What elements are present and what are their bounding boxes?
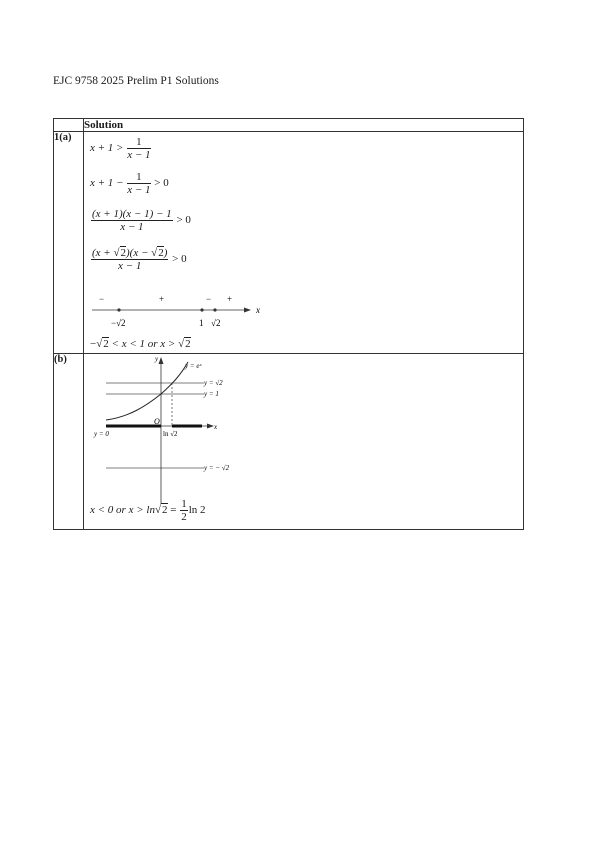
step-4-fraction xyxy=(91,247,168,272)
answer-1b-part-2: = xyxy=(167,504,180,517)
solution-header: Solution xyxy=(84,119,524,132)
step-3 xyxy=(90,208,191,233)
number-line-arrow xyxy=(244,308,251,313)
sign-4: + xyxy=(227,294,233,304)
label-y-neg-root2: y = − √2 xyxy=(204,464,230,472)
step-2-fraction xyxy=(127,171,150,196)
step-1-numerator: 1 xyxy=(127,136,150,149)
curve-exp-x xyxy=(106,362,188,420)
label-neg-root2: −√2 xyxy=(111,318,126,328)
step-3-fraction xyxy=(91,208,173,233)
step-4 xyxy=(90,247,187,272)
question-label-1a: 1(a) xyxy=(54,132,84,354)
step-1 xyxy=(90,136,152,161)
question-row-1b xyxy=(54,354,524,530)
point-neg-root2 xyxy=(117,308,120,311)
step-4-num-part-b: )(x − xyxy=(126,247,152,259)
step-2-lhs: x + 1 − xyxy=(90,177,124,190)
answer-1b xyxy=(90,498,206,523)
step-4-denominator: x − 1 xyxy=(118,260,142,272)
sqrt-symbol: √ xyxy=(154,504,161,517)
radicand: 2 xyxy=(185,338,191,350)
label-root2: √2 xyxy=(211,318,221,328)
sign-1: − xyxy=(99,294,105,304)
label-y-0: y = 0 xyxy=(94,430,109,438)
answer-1b-denominator: 2 xyxy=(181,511,187,523)
sqrt-symbol: √ xyxy=(178,338,185,350)
origin-label: O xyxy=(154,417,160,426)
radicand: 2 xyxy=(162,504,168,517)
step-3-denominator: x − 1 xyxy=(120,221,144,233)
step-4-numerator xyxy=(91,247,168,260)
step-3-numerator: (x + 1)(x − 1) − 1 xyxy=(92,208,172,220)
question-row-1a xyxy=(54,132,524,354)
sqrt-symbol: √ xyxy=(96,338,103,350)
step-3-rhs: > 0 xyxy=(176,214,191,227)
curve-label: y = eˣ xyxy=(185,362,202,370)
exponential-graph xyxy=(84,354,284,517)
answer-1b-part-3: ln 2 xyxy=(188,504,206,517)
radicand: 2 xyxy=(158,247,164,259)
x-axis-arrow xyxy=(207,424,214,429)
label-y-root2: y = √2 xyxy=(204,379,223,387)
answer-1a xyxy=(90,338,191,350)
sqrt-symbol: √ xyxy=(151,247,158,259)
step-4-rhs: > 0 xyxy=(172,253,187,266)
step-1-denominator: x − 1 xyxy=(127,149,151,161)
solution-cell-1b xyxy=(84,354,524,530)
header-blank-cell xyxy=(54,119,84,132)
step-1-fraction xyxy=(127,136,150,161)
y-axis-arrow xyxy=(159,357,164,364)
y-axis-label: y xyxy=(155,355,159,363)
sign-3: − xyxy=(206,294,212,304)
label-ln-root2: ln √2 xyxy=(163,430,178,438)
sign-2: + xyxy=(159,294,165,304)
step-4-num-part-a: (x + xyxy=(92,247,114,259)
step-2-rhs: > 0 xyxy=(154,177,169,190)
step-2-numerator: 1 xyxy=(127,171,150,184)
solution-cell-1a xyxy=(84,132,524,354)
answer-1a-part-1: − xyxy=(90,338,97,350)
document-title: EJC 9758 2025 Prelim P1 Solutions xyxy=(53,75,219,87)
solution-table xyxy=(53,118,524,530)
label-y-1: y = 1 xyxy=(204,390,219,398)
x-axis-label: x xyxy=(214,423,218,431)
step-2 xyxy=(90,171,169,196)
label-1: 1 xyxy=(199,318,204,328)
question-label-1b: (b) xyxy=(54,354,84,530)
number-line-x-label: x xyxy=(256,305,260,315)
answer-1b-numerator: 1 xyxy=(181,498,187,510)
point-1 xyxy=(200,308,203,311)
radicand: 2 xyxy=(120,247,127,259)
step-2-denominator: x − 1 xyxy=(127,184,151,196)
step-4-num-part-c: ) xyxy=(163,247,168,259)
step-1-lhs: x + 1 > xyxy=(90,142,124,155)
sqrt-symbol: √ xyxy=(113,247,120,259)
answer-1b-fraction xyxy=(180,498,188,523)
table-header-row xyxy=(54,119,524,132)
sign-number-line xyxy=(84,292,284,332)
answer-1b-part-1: x < 0 or x > ln xyxy=(90,504,155,517)
answer-1a-part-2: < x < 1 or x > xyxy=(108,338,179,350)
point-root2 xyxy=(213,308,216,311)
radicand: 2 xyxy=(103,338,109,350)
